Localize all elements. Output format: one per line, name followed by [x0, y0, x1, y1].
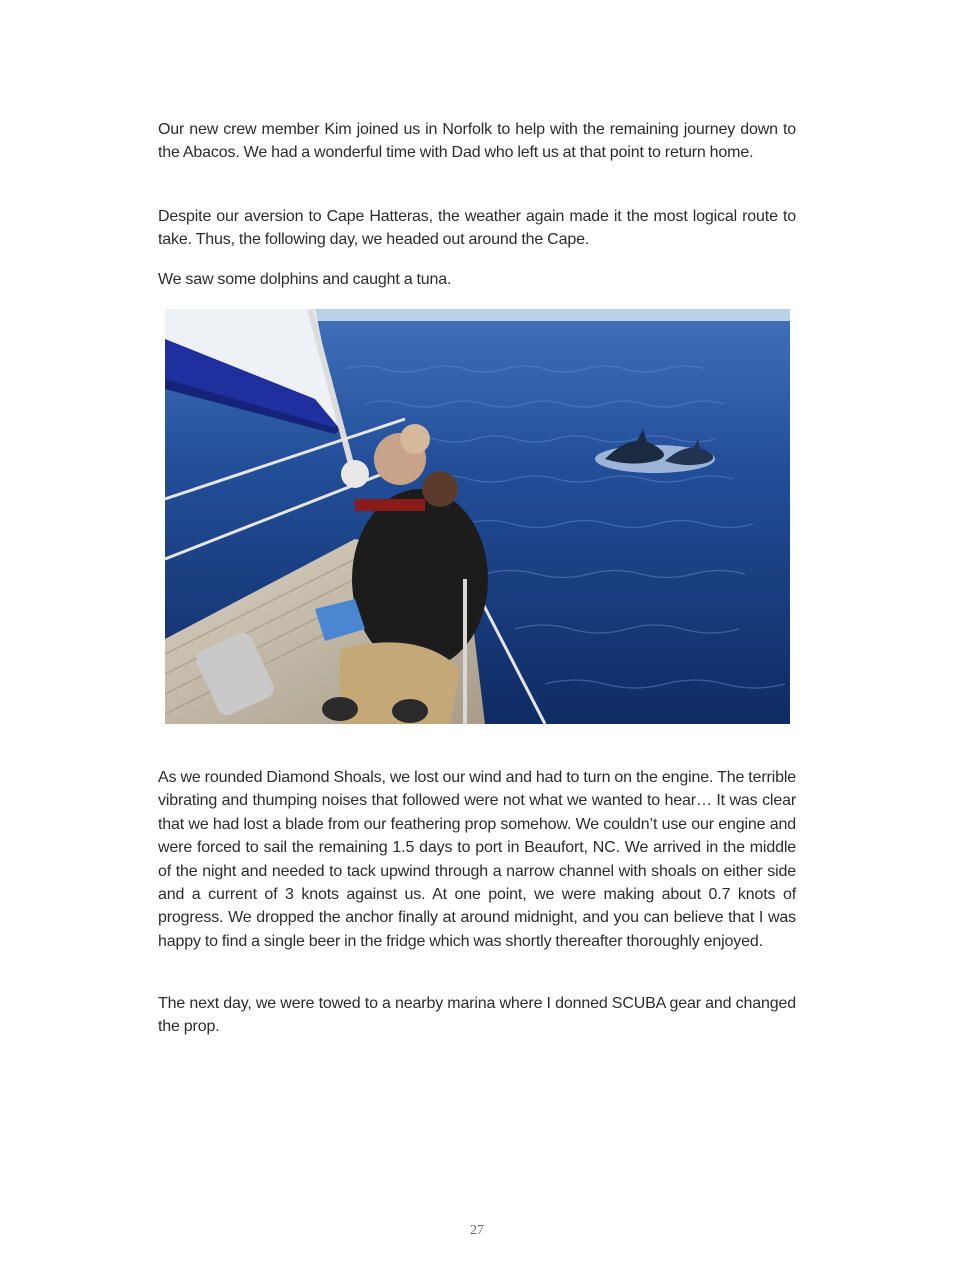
- paragraph-diamond-shoals: As we rounded Diamond Shoals, we lost our wind and had to turn on the engine. The terrible vibrating and thumping noises that followed were not what we wanted to hear… It was clear that we had lost a blade from our feathering prop somehow. We couldn’t use our engine and were forced to sail the remaining 1.5 days to port in Beaufort, NC. We arrived in the middle of the night and needed to tack upwind through a narrow channel with shoals on either side and a current of 3 knots against us. At one point, we were making about 0.7 knots of progress. We dropped the anchor finally at around midnight, and you can believe that I was happy to find a single beer in the fridge which was shortly thereafter thoroughly enjoyed.: [158, 769, 796, 950]
- paragraph-cape-hatteras: Despite our aversion to Cape Hatteras, the weather again made it the most logical route to take. Thus, the following day, we headed out around the Cape.: [158, 208, 796, 249]
- paragraph-dolphins-tuna: We saw some dolphins and caught a tuna.: [158, 271, 452, 288]
- paragraph-towed-marina: The next day, we were towed to a nearby marina where I donned SCUBA gear and changed the prop.: [158, 995, 796, 1036]
- dolphins-sailboat-photo: [165, 309, 790, 724]
- paragraph-kim-joined: Our new crew member Kim joined us in Norfolk to help with the remaining journey down to the Abacos. We had a wonderful time with Dad who left us at that point to return home.: [158, 121, 796, 162]
- page-number: 27: [470, 1223, 484, 1238]
